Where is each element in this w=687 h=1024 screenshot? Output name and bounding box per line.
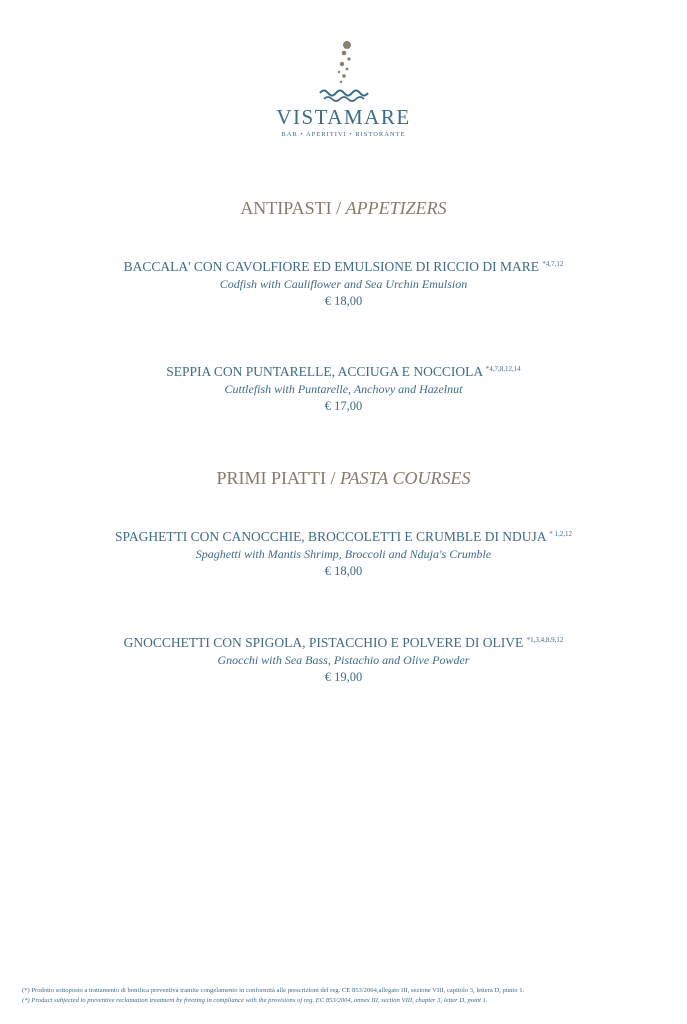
section-title-pasta — [0, 468, 687, 489]
footer-notes — [22, 986, 672, 1006]
bubbles-waves-icon — [314, 40, 374, 102]
dish-price: € 18,00 — [324, 294, 363, 308]
dish-price: € 18,00 — [324, 564, 363, 578]
brand-tagline: BAR • APERITIVI • RISTORANTE — [281, 131, 406, 138]
section-title-it: ANTIPASTI / — [240, 198, 346, 218]
footer-note-en: (*) Product subjected to preventive reclamation treatment by freezing in compliance with the provisions of reg. EC 853/2004, annex III, section VIII, chapter 3, letter D, point 1. — [22, 997, 488, 1004]
section-title-it: PRIMI PIATTI / — [216, 468, 340, 488]
dish-name: SEPPIA CON PUNTARELLE, ACCIUGA E NOCCIOLA $^{*4,7,8,12,14}$ — [166, 364, 521, 379]
dish-item — [0, 525, 687, 580]
section-title-en: PASTA COURSES — [340, 468, 471, 488]
allergens: * 1,2,12 — [549, 530, 572, 538]
dish-name: GNOCCHETTI CON SPIGOLA, PISTACCHIO E POLVERE DI OLIVE $^{*1,3,4,8,9,12}$ — [123, 635, 564, 650]
dish-price: € 19,00 — [324, 670, 363, 684]
brand-name: VISTAMARE — [276, 105, 411, 129]
section-title-appetizers — [0, 198, 687, 219]
section-title-en: APPETIZERS — [345, 198, 447, 218]
dish-item — [0, 360, 687, 415]
dish-item — [0, 631, 687, 686]
dish-name: BACCALA' CON CAVOLFIORE ED EMULSIONE DI RICCIO DI MARE $^{*4,7,12}$ — [123, 259, 564, 274]
footer-note-it: (*) Prodotto sottoposto a trattamento di bonifica preventiva tramite congelamento in conformità alle prescrizioni del reg. CE 853/2004,allegato III, sezione VIII, capitolo 3, lettera D, punto 1. — [22, 987, 525, 994]
dish-name: SPAGHETTI CON CANOCCHIE, BROCCOLETTI E CRUMBLE DI NDUJA $^{* 1,2,12}$ — [115, 529, 572, 544]
dish-description: Spaghetti with Mantis Shrimp, Broccoli and Nduja's Crumble — [195, 547, 492, 561]
allergens: *1,3,4,8,9,12 — [526, 636, 564, 644]
dish-description: Cuttlefish with Puntarelle, Anchovy and Hazelnut — [224, 382, 463, 396]
allergens: *4,7,8,12,14 — [485, 365, 521, 373]
allergens: *4,7,12 — [542, 260, 564, 268]
dish-item — [0, 255, 687, 310]
dish-price: € 17,00 — [324, 399, 363, 413]
dish-description: Gnocchi with Sea Bass, Pistachio and Olive Powder — [217, 653, 470, 667]
dish-description: Codfish with Cauliflower and Sea Urchin Emulsion — [219, 277, 468, 291]
logo — [0, 40, 687, 138]
